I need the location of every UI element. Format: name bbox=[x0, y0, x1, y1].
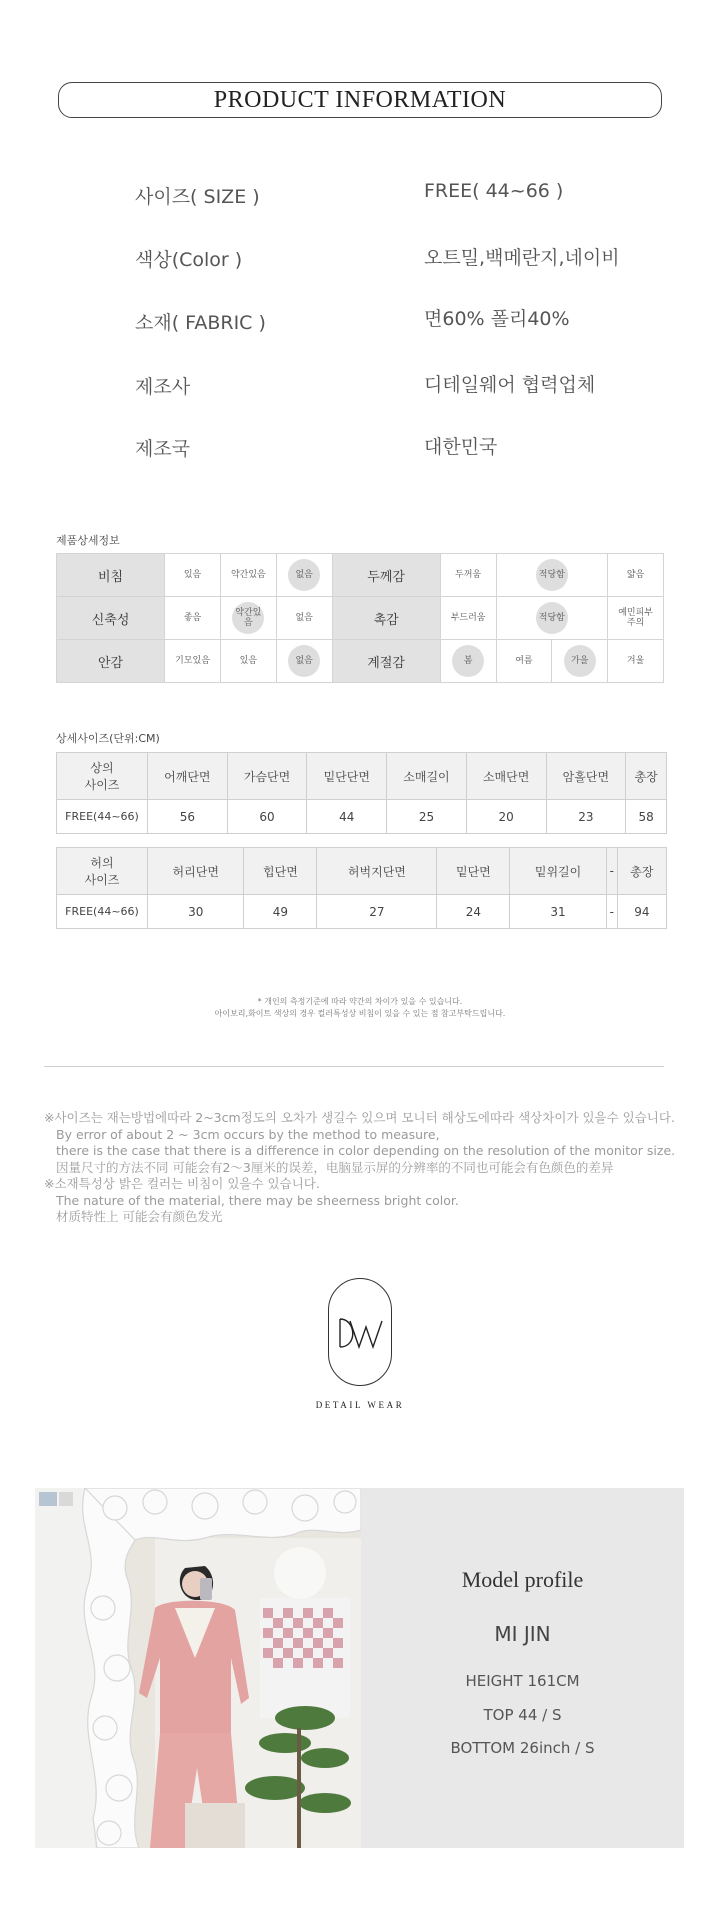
detail-option-selected: 없음 bbox=[288, 645, 320, 677]
product-information-title: PRODUCT INFORMATION bbox=[58, 82, 662, 118]
info-value-size: FREE( 44~66 ) bbox=[424, 180, 564, 202]
size-header-cell: 소매단면 bbox=[466, 753, 546, 800]
detail-option-selected: 약간있음 bbox=[232, 602, 264, 634]
detail-option: 두꺼움 bbox=[455, 569, 482, 580]
detail-caption: 제품상세정보 bbox=[56, 534, 120, 547]
detail-label: 두께감 bbox=[332, 554, 440, 597]
size-header-cell: 총장 bbox=[626, 753, 667, 800]
detail-option-selected: 봄 bbox=[452, 645, 484, 677]
size-header-cell: 가슴단면 bbox=[227, 753, 307, 800]
size-header-cell: 허의 사이즈 bbox=[57, 848, 148, 895]
dw-monogram-icon bbox=[332, 1307, 388, 1357]
color-note: 아이보리,화이트 색상의 경우 컬러특성상 비침이 있을 수 있는 점 참고부탁드립니다. bbox=[214, 1009, 506, 1018]
info-label-origin: 제조국 bbox=[135, 438, 191, 460]
size-table-header bbox=[57, 753, 667, 800]
size-header-cell: 어깨단면 bbox=[148, 753, 228, 800]
size-header-cell: 상의 사이즈 bbox=[57, 753, 148, 800]
disclaimer-line: 因量尺寸的方法不同 可能会有2～3厘米的误差，电脑显示屏的分辨率的不同也可能会有色颜色的差异 bbox=[56, 1159, 614, 1175]
info-label-size: 사이즈( SIZE ) bbox=[135, 186, 260, 208]
size-cell: 44 bbox=[307, 800, 387, 834]
size-cell: 56 bbox=[148, 800, 228, 834]
model-bottom-size: BOTTOM 26inch / S bbox=[450, 1739, 595, 1757]
detail-label: 계절감 bbox=[332, 640, 440, 683]
info-label-color: 색상(Color ) bbox=[135, 249, 243, 271]
size-cell: 94 bbox=[617, 895, 666, 929]
info-value-maker: 디테일웨어 협력업체 bbox=[424, 374, 596, 396]
size-table-row bbox=[57, 800, 667, 834]
size-header-cell: - bbox=[606, 848, 617, 895]
divider bbox=[44, 1066, 664, 1067]
detail-option-selected: 없음 bbox=[288, 559, 320, 591]
size-table-row bbox=[57, 895, 667, 929]
disclaimer-line: The nature of the material, there may be sheerness bright color. bbox=[56, 1192, 459, 1208]
size-cell: 58 bbox=[626, 800, 667, 834]
size-cell: FREE(44~66) bbox=[57, 800, 148, 834]
size-table-bottom bbox=[56, 847, 667, 929]
size-cell: 23 bbox=[546, 800, 626, 834]
detail-label: 비침 bbox=[57, 554, 165, 597]
detail-option-selected: 가을 bbox=[564, 645, 596, 677]
size-table-top bbox=[56, 752, 667, 834]
disclaimer bbox=[44, 1110, 675, 1226]
info-value-origin: 대한민국 bbox=[424, 436, 498, 458]
detail-label: 촉감 bbox=[332, 597, 440, 640]
detail-option-selected: 적당함 bbox=[536, 559, 568, 591]
detail-option: 없음 bbox=[295, 612, 313, 623]
size-header-cell: 소매길이 bbox=[387, 753, 467, 800]
size-header-cell: 총장 bbox=[617, 848, 666, 895]
info-value-fabric: 면60% 폴리40% bbox=[424, 308, 570, 330]
size-cell: 49 bbox=[244, 895, 317, 929]
detail-row bbox=[57, 554, 664, 597]
detail-label: 신축성 bbox=[57, 597, 165, 640]
model-name: MI JIN bbox=[494, 1622, 551, 1646]
disclaimer-line: By error of about 2 ~ 3cm occurs by the method to measure, bbox=[56, 1126, 440, 1142]
model-profile-title: Model profile bbox=[461, 1567, 584, 1592]
size-cell: 60 bbox=[227, 800, 307, 834]
size-header-cell: 밑단면 bbox=[437, 848, 510, 895]
size-header-cell: 암홀단면 bbox=[546, 753, 626, 800]
size-header-cell: 힙단면 bbox=[244, 848, 317, 895]
size-header-cell: 허리단면 bbox=[148, 848, 244, 895]
detail-option: 여름 bbox=[515, 655, 533, 666]
info-label-maker: 제조사 bbox=[135, 376, 191, 398]
model-top-size: TOP 44 / S bbox=[483, 1706, 562, 1724]
detail-option-selected: 적당함 bbox=[536, 602, 568, 634]
measure-note: * 개인의 측정기준에 따라 약간의 차이가 있을 수 있습니다. bbox=[257, 997, 463, 1006]
disclaimer-line: there is the case that there is a difference in color depending on the resolution of the monitor size. bbox=[56, 1143, 676, 1158]
size-cell: - bbox=[606, 895, 617, 929]
size-cell: FREE(44~66) bbox=[57, 895, 148, 929]
size-cell: 20 bbox=[466, 800, 546, 834]
detail-option: 부드러움 bbox=[450, 612, 486, 623]
model-profile-panel bbox=[361, 1488, 684, 1848]
detail-row bbox=[57, 640, 664, 683]
brand-name: DETAIL WEAR bbox=[315, 1400, 405, 1410]
detail-option: 겨울 bbox=[626, 655, 645, 666]
size-cell: 31 bbox=[510, 895, 606, 929]
info-value-color: 오트밀,백메란지,네이비 bbox=[424, 247, 620, 269]
detail-label: 안감 bbox=[57, 640, 165, 683]
size-cell: 25 bbox=[387, 800, 467, 834]
size-header-cell: 밑위길이 bbox=[510, 848, 606, 895]
detail-option: 약간있음 bbox=[230, 569, 266, 580]
size-caption: 상세사이즈(단위:CM) bbox=[56, 732, 160, 745]
detail-option: 좋음 bbox=[183, 612, 202, 623]
size-table-header bbox=[57, 848, 667, 895]
disclaimer-line: 材质特性上 可能会有颜色发光 bbox=[56, 1209, 223, 1224]
detail-option: 있음 bbox=[183, 569, 202, 580]
model-photo bbox=[35, 1488, 361, 1848]
size-header-cell: 밑단단면 bbox=[307, 753, 387, 800]
disclaimer-line: ※사이즈는 재는방법에따라 2~3cm정도의 오차가 생길수 있으며 모니터 해상도에따라 색상차이가 있을수 있습니다. bbox=[44, 1110, 675, 1125]
size-cell: 24 bbox=[437, 895, 510, 929]
detail-row bbox=[57, 597, 664, 640]
model-height: HEIGHT 161CM bbox=[465, 1672, 580, 1690]
detail-option: 있음 bbox=[239, 655, 258, 666]
detail-option: 기모있음 bbox=[175, 655, 210, 666]
model-photo-image bbox=[35, 1488, 361, 1848]
info-label-fabric: 소재( FABRIC ) bbox=[135, 312, 266, 334]
disclaimer-line: ※소재특성상 밝은 컬러는 비침이 있을수 있습니다. bbox=[44, 1176, 320, 1191]
detail-table bbox=[56, 553, 664, 683]
size-header-cell: 허벅지단면 bbox=[317, 848, 437, 895]
size-cell: 30 bbox=[148, 895, 244, 929]
detail-option: 예민피부 주의 bbox=[618, 607, 653, 628]
detail-option: 얇음 bbox=[626, 569, 645, 580]
brand-logo bbox=[328, 1278, 392, 1386]
size-cell: 27 bbox=[317, 895, 437, 929]
